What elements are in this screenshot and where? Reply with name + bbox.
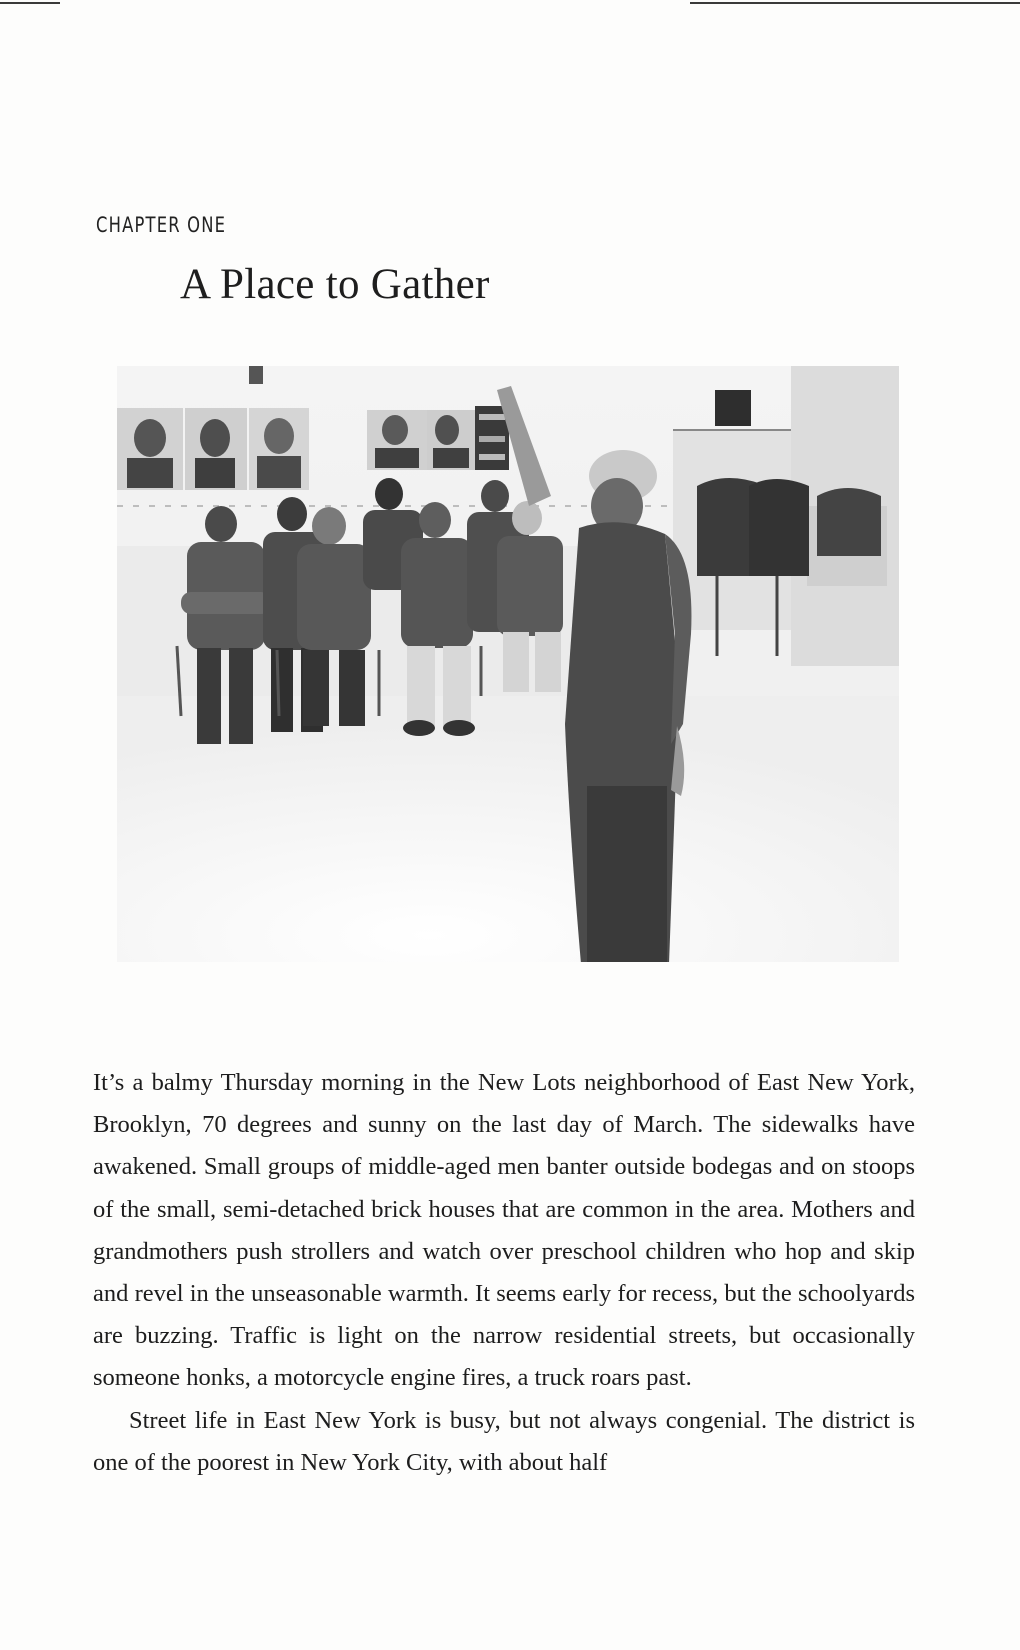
chapter-label: CHAPTER ONE — [96, 213, 227, 237]
wall-posters-right — [367, 406, 509, 470]
chapter-body — [93, 1062, 915, 1484]
paragraph-1: It’s a balmy Thursday morning in the New Lots neighborhood of East New York, Brooklyn, 70 degrees and sunny on the last day of March. The sidewalks have awakened. Small groups of middle-aged men banter outside bodegas and on stoops of the small, semi-detached brick houses that are common in the area. Mothers and grandmothers push strollers and watch over preschool children who hop and skip and revel in the unseasonable warmth. It seems early for recess, but the schoolyards are buzzing. Traffic is light on the narrow residential streets, but occasionally someone honks, a motorcycle engine fires, a truck roars past. — [93, 1069, 915, 1392]
chapter-photograph — [117, 366, 899, 962]
page-edge-rule-right — [690, 2, 1020, 4]
chapter-title: A Place to Gather — [180, 261, 490, 308]
page-edge-rule-left — [0, 2, 60, 4]
paragraph-2: Street life in East New York is busy, but not always congenial. The district is one of the poorest in New York City, with about half — [93, 1406, 915, 1476]
wall-posters-left — [117, 408, 309, 490]
